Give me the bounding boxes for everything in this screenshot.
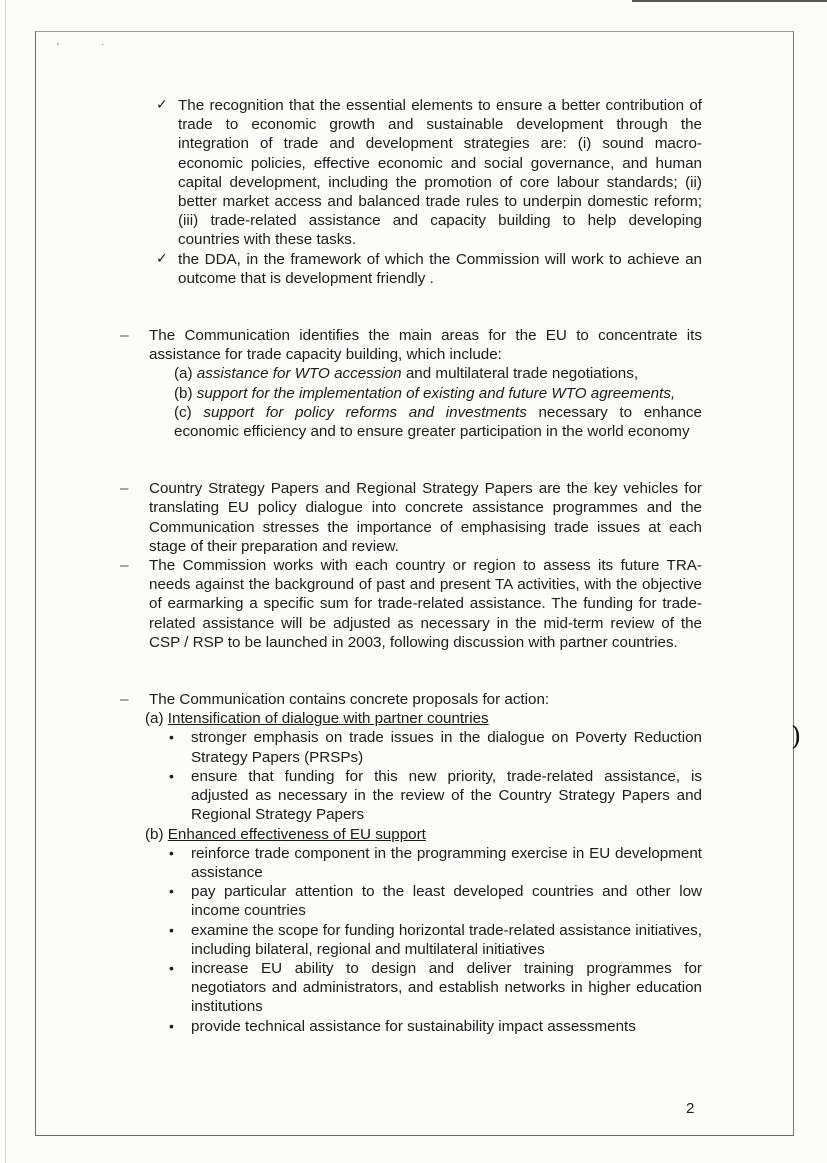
bullet-item (120, 1017, 702, 1036)
check-item-text: The recognition that the essential elements to ensure a better contribution of trade to economic growth and sustainable development through the integration of trade and development strategies are: (i) sound macro-economic policies, effective economic and social governance, and human capital development, including the promotion of core labour standards; (ii) better market access and balanced trade rules to underpin domestic reform; (iii) trade-related assistance and capacity building to help developing countries with these tasks. (178, 97, 702, 249)
page-content (120, 96, 702, 1036)
proposals-intro: The Communication contains concrete proposals for action: (149, 691, 550, 709)
areas-intro: The Communication identifies the main areas for the EU to concentrate its assistance for trade capacity building, which include: (149, 327, 702, 364)
checkmark-icon: ✓ (156, 250, 168, 267)
bullet-item (120, 959, 702, 1017)
bullet-icon: • (169, 959, 174, 976)
tra-paragraph: The Commission works with each country or region to assess its future TRA-needs against the background of past and present TA activities, with the objective of earmarking a specific sum for trade-related assistance. The funding for trade-related assistance will be adjusted as necessary in the mid-term review of the CSP / RSP to be launched in 2003, following discussion with partner countries. (149, 557, 702, 651)
area-c-italic: support for policy reforms and investments (203, 403, 527, 421)
scan-speck: · (101, 39, 105, 50)
bullet-text: provide technical assistance for sustainability impact assessments (191, 1017, 636, 1035)
proposal-heading-b-text: Enhanced effectiveness of EU support (167, 825, 426, 843)
check-item (120, 96, 702, 250)
check-item-text: the DDA, in the framework of which the Commission will work to achieve an outcome that is development friendly . (178, 250, 702, 287)
dash-marker: – (120, 327, 129, 345)
bullet-item (120, 728, 702, 766)
area-a-italic: assistance for WTO accession (196, 365, 402, 383)
bullet-text: stronger emphasis on trade issues in the dialogue on Poverty Reduction Strategy Papers (PRSPs) (191, 729, 702, 766)
dash-marker: – (120, 691, 129, 709)
area-c: (c) support for policy reforms and investments necessary to enhance economic efficiency and to ensure greater participation in the world economy (174, 403, 702, 441)
bullet-icon: • (169, 844, 174, 861)
csp-paragraph: Country Strategy Papers and Regional Strategy Papers are the key vehicles for translating EU policy dialogue into concrete assistance programmes and the Communication stresses the importance of emphasising trade issues at each stage of their preparation and review. (149, 480, 702, 555)
bullet-icon: • (169, 883, 174, 900)
scan-edge-line (632, 0, 827, 2)
bullet-item (120, 844, 702, 882)
bullet-text: pay particular attention to the least developed countries and other low income countries (191, 883, 702, 920)
area-b: (b) support for the implementation of existing and future WTO agreements, (174, 384, 676, 402)
proposal-heading-a-text: Intensification of dialogue with partner countries (167, 710, 489, 728)
proposal-heading-a: (a) Intensification of dialogue with partner countries (145, 710, 489, 728)
bullet-text: increase EU ability to design and deliver training programmes for negotiators and administrators, and establish networks in higher education institutions (191, 959, 702, 1016)
dash-item-proposals (120, 690, 702, 709)
page-number: 2 (686, 1100, 695, 1117)
area-b-italic: support for the implementation of existing and future WTO agreements, (196, 384, 676, 402)
dash-marker: – (120, 480, 129, 498)
scan-speck: ' (57, 42, 59, 53)
bullet-text: ensure that funding for this new priority, trade-related assistance, is adjusted as necessary in the review of the Country Strategy Papers and Regional Strategy Papers (191, 767, 702, 824)
dash-marker: – (120, 557, 129, 575)
bullet-item (120, 767, 702, 825)
bullet-icon: • (169, 767, 174, 784)
bullet-item (120, 882, 702, 920)
checkmark-icon: ✓ (156, 97, 168, 113)
bullet-text: examine the scope for funding horizontal trade-related assistance initiatives, including bilateral, regional and multilateral initiatives (191, 921, 702, 958)
bullet-item (120, 921, 702, 959)
bullet-icon: • (169, 1017, 174, 1034)
scan-left-line (5, 0, 6, 1163)
bullet-icon: • (169, 729, 174, 746)
bullet-icon: • (169, 921, 174, 938)
proposal-heading-b: (b) Enhanced effectiveness of EU support (145, 825, 426, 843)
dash-item-areas (120, 326, 702, 441)
dash-item-csp (120, 479, 702, 556)
bullet-text: reinforce trade component in the programming exercise in EU development assistance (191, 844, 702, 881)
check-item (120, 250, 702, 288)
binding-mark-icon: ) (791, 722, 802, 752)
area-a: (a) assistance for WTO accession and multilateral trade negotiations, (174, 365, 639, 383)
dash-item-tra (120, 556, 702, 652)
